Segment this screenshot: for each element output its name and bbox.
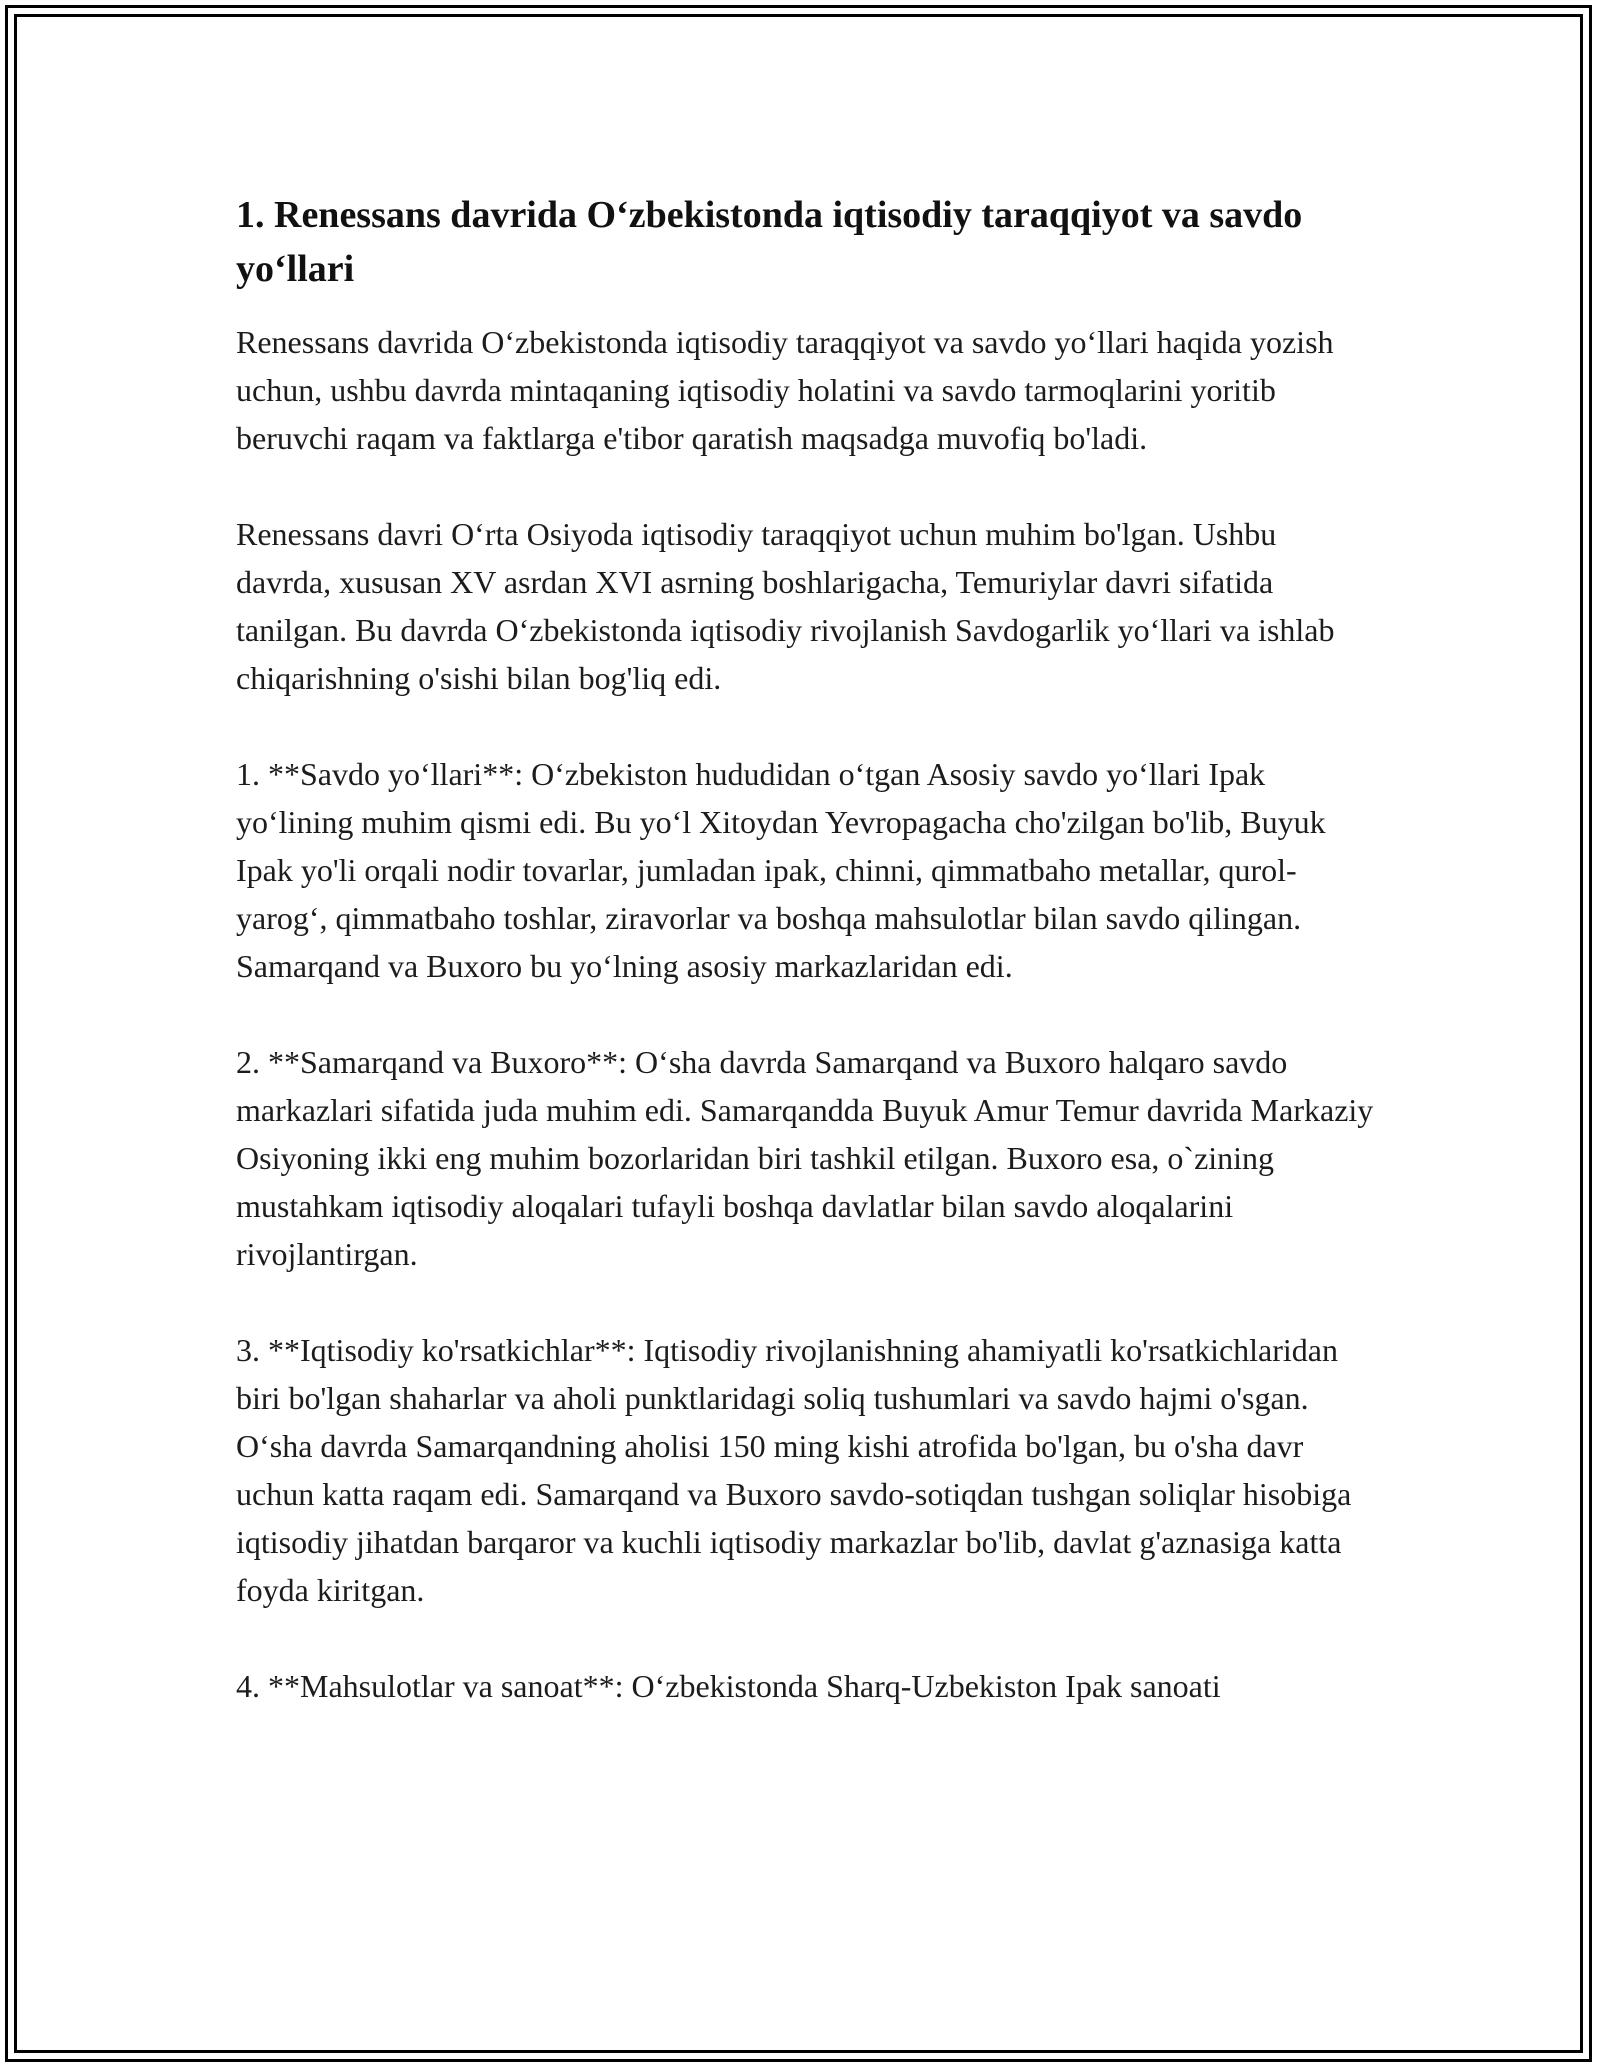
paragraph-economic-indicators: 3. **Iqtisodiy ko'rsatkichlar**: Iqtisodiy rivojlanishning ahamiyatli ko'rsatkichlaridan biri bo'lgan shaharlar va aholi punktlaridagi soliq tushumlari va savdo hajmi o'sgan. O‘sha davrda Samarqandning aholisi 150 ming kishi atrofida bo'lgan, bu o'sha davr uchun katta raqam edi. Samarqand va Buxoro savdo-sotiqdan tushgan soliqlar hisobiga iqtisodiy jihatdan barqaror va kuchli iqtisodiy markazlar bo'lib, davlat g'aznasiga katta foyda kiritgan. (236, 1332, 1352, 1608)
paragraph-intro: Renessans davrida O‘zbekistonda iqtisodiy taraqqiyot va savdo yo‘llari haqida yozish uchun, ushbu davrda mintaqaning iqtisodiy holatini va savdo tarmoqlarini yoritib beruvchi raqam va faktlarga e'tibor qaratish maqsadga muvofiq bo'ladi. (236, 324, 1334, 456)
paragraph-renaissance-period: Renessans davri O‘rta Osiyoda iqtisodiy taraqqiyot uchun muhim bo'lgan. Ushbu davrda, xususan XV asrdan XVI asrning boshlarigacha, Temuriylar davri sifatida tanilgan. Bu davrda O‘zbekistonda iqtisodiy rivojlanish Savdogarlik yo‘llari va ishlab chiqarishning o'sishi bilan bog'liq edi. (236, 516, 1335, 696)
paragraph-products-industry: 4. **Mahsulotlar va sanoat**: O‘zbekistonda Sharq-Uzbekiston Ipak sanoati (236, 1668, 1221, 1704)
paragraph-trade-routes: 1. **Savdo yo‘llari**: O‘zbekiston hududidan o‘tgan Asosiy savdo yo‘llari Ipak yo‘lining muhim qismi edi. Bu yo‘l Xitoydan Yevropagacha cho'zilgan bo'lib, Buyuk Ipak yo'li orqali nodir tovarlar, jumladan ipak, chinni, qimmatbaho metallar, qurol-yarog‘, qimmatbaho toshlar, ziravorlar va boshqa mahsulotlar bilan savdo qilingan. Samarqand va Buxoro bu yo‘lning asosiy markazlaridan edi. (236, 756, 1326, 984)
document-title: 1. Renessans davrida O‘zbekistonda iqtisodiy taraqqiyot va savdo yo‘llari (236, 194, 1303, 290)
document-body (236, 188, 1376, 1758)
paragraph-samarkand-bukhara: 2. **Samarqand va Buxoro**: O‘sha davrda Samarqand va Buxoro halqaro savdo markazlari sifatida juda muhim edi. Samarqandda Buyuk Amur Temur davrida Markaziy Osiyoning ikki eng muhim bozorlaridan biri tashkil etilgan. Buxoro esa, o`zining mustahkam iqtisodiy aloqalari tufayli boshqa davlatlar bilan savdo aloqalarini rivojlantirgan. (236, 1044, 1374, 1272)
